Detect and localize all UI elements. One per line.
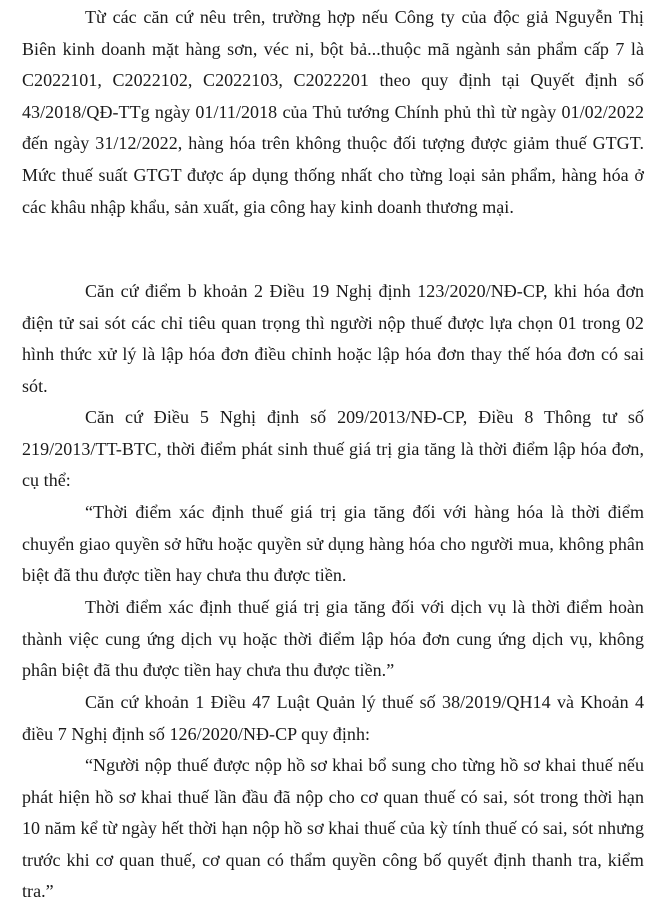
paragraph-conclusion-paint-products: Từ các căn cứ nêu trên, trường hợp nếu Công ty của độc giả Nguyễn Thị Biên kinh doanh mặt hàng sơn, véc ni, bột bả...thuộc mã ngành sản phẩm cấp 7 là C2022101, C2022102, C2022103, C2022201 theo quy định tại Quyết định số 43/2018/QĐ-TTg ngày 01/11/2018 của Thủ tướng Chính phủ thì từ ngày 01/02/2022 đến ngày 31/12/2022, hàng hóa trên không thuộc đối tượng được giảm thuế GTGT. Mức thuế suất GTGT được áp dụng thống nhất cho từng loại sản phẩm, hàng hóa ở các khâu nhập khẩu, sản xuất, gia công hay kinh doanh thương mại. <box>22 7 644 217</box>
paragraph-invoice-error-handling: Căn cứ điểm b khoản 2 Điều 19 Nghị định 123/2020/NĐ-CP, khi hóa đơn điện tử sai sót các chỉ tiêu quan trọng thì người nộp thuế được lựa chọn 01 trong 02 hình thức xử lý là lập hóa đơn điều chỉnh hoặc lập hóa đơn thay thế hóa đơn có sai sót. <box>22 281 644 396</box>
paragraph-tax-law-basis: Căn cứ khoản 1 Điều 47 Luật Quản lý thuế số 38/2019/QH14 và Khoản 4 điều 7 Nghị định số 126/2020/NĐ-CP quy định: <box>22 692 644 744</box>
paragraph-vat-timing-basis: Căn cứ Điều 5 Nghị định số 209/2013/NĐ-CP, Điều 8 Thông tư số 219/2013/TT-BTC, thời điểm phát sinh thuế giá trị gia tăng là thời điểm lập hóa đơn, cụ thể: <box>22 407 644 491</box>
quote-supplementary-tax-declaration: “Người nộp thuế được nộp hồ sơ khai bổ sung cho từng hồ sơ khai thuế nếu phát hiện hồ sơ khai thuế lần đầu đã nộp cho cơ quan thuế có sai, sót trong thời hạn 10 năm kể từ ngày hết thời hạn nộp hồ sơ khai thuế của kỳ tính thuế có sai, sót nhưng trước khi cơ quan thuế, cơ quan có thẩm quyền công bố quyết định thanh tra, kiểm tra.” <box>22 755 644 902</box>
quote-vat-timing-services: Thời điểm xác định thuế giá trị gia tăng đối với dịch vụ là thời điểm hoàn thành việc cung ứng dịch vụ hoặc thời điểm lập hóa đơn cung ứng dịch vụ, không phân biệt đã thu được tiền hay chưa thu được tiền.” <box>22 597 644 681</box>
quote-vat-timing-goods: “Thời điểm xác định thuế giá trị gia tăng đối với hàng hóa là thời điểm chuyển giao quyền sở hữu hoặc quyền sử dụng hàng hóa cho người mua, không phân biệt đã thu được tiền hay chưa thu được tiền. <box>22 502 644 586</box>
